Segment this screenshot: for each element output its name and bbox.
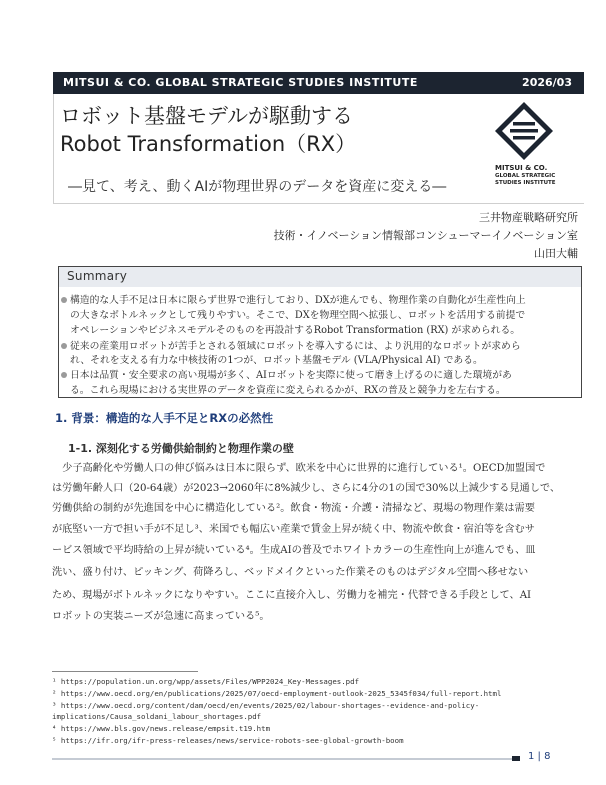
body-line: 少子高齢化や労働人口の伸び悩みは日本に限らず、欧米を中心に世界的に進行している¹。OECD加盟国で <box>52 463 546 474</box>
title-en: Robot Transformation <box>60 132 286 156</box>
body-line: ービス領域で平均時給の上昇が続いている⁴。生成AIの普及でホワイトカラーの生産性向上が進んでも、皿 <box>52 545 536 556</box>
title-rx: （RX） <box>285 132 357 156</box>
report-date: 2026/03 <box>522 76 572 89</box>
footnote-link[interactable]: ⁵ https://ifr.org/ifr-press-releases/news/service-robots-see-global-growth-boom <box>52 736 404 745</box>
footnote-link[interactable]: ³ https://www.oecd.org/content/dam/oecd/en/events/2025/02/labour-shortages--evidence-and-policy- <box>52 701 480 710</box>
summary-line: 構造的な人手不足は日本に限らず世界で進行しており、DXが進んでも、物理作業の自動化が生産性向上 <box>70 295 526 306</box>
summary-line: れ、それを支える有力な中核技術の1つが、ロボット基盤モデル (VLA/Physical AI) である。 <box>70 355 483 366</box>
body-line: ロボットの実装ニーズが急速に高まっている⁵。 <box>52 611 270 622</box>
logo-line1: GLOBAL STRATEGIC <box>495 173 556 179</box>
summary-bullet <box>61 372 67 378</box>
footnote-rule <box>52 671 198 672</box>
body-line: 洗い、盛り付け、ピッキング、荷降ろし、ベッドメイクといった作業そのものはデジタル空間へ移せない <box>52 567 529 578</box>
institute-name: MITSUI & CO. GLOBAL STRATEGIC STUDIES INSTITUTE <box>63 76 418 89</box>
footnote-link[interactable]: ¹ https://population.un.org/wpp/assets/Files/WPP2024_Key-Messages.pdf <box>52 677 360 686</box>
body-line: 労働供給の制約が先進国を中心に構造化している²。飲食・物流・介護・清掃など、現場の物理作業は需要 <box>52 503 535 514</box>
body-line: が底堅い一方で担い手が不足し³、米国でも幅広い産業で賃金上昇が続く中、物流や飲食・宿泊等を含むサ <box>52 524 535 535</box>
author-dept: 技術・イノベーション情報部コンシューマーイノベーション室 <box>273 229 578 242</box>
footnote-link[interactable]: ² https://www.oecd.org/en/publications/2025/07/oecd-employment-outlook-2025_5345f034/full-report.html <box>52 689 502 698</box>
summary-bullet <box>61 343 67 349</box>
summary-line: の大きなボトルネックとして残りやすい。そこで、DXを物理空間へ拡張し、ロボットを活用する前提で <box>70 310 526 321</box>
author-org: 三井物産戦略研究所 <box>479 211 578 224</box>
mitsui-logo-icon <box>493 100 555 162</box>
footnote-link-cont[interactable]: implications/Causa_soldani_labour_shortages.pdf <box>52 712 262 721</box>
report-header-bar <box>53 72 584 94</box>
logo-text <box>495 164 575 187</box>
summary-line: オペレーションやビジネスモデルそのものを再設計するRobot Transformation (RX) が求められる。 <box>70 325 521 336</box>
title-divider <box>53 203 584 204</box>
author-name: 山田大輔 <box>534 247 578 260</box>
page-subtitle: ―見て、考え、動くAIが物理世界のデータを資産に変える― <box>68 179 447 195</box>
summary-line: 日本は品質・安全要求の高い現場が多く、AIロボットを実際に使って磨き上げるのに適した環境があ <box>70 370 512 381</box>
summary-line: る。これら現場における実世界のデータを資産に変えられるかが、RXの普及と競争力を左右する。 <box>70 385 506 396</box>
body-line: ため、現場がボトルネックになりやすい。ここに直接介入し、労働力を補完・代替できる手段として、AI <box>52 590 532 601</box>
summary-heading-bar <box>58 266 582 288</box>
summary-heading: Summary <box>67 269 128 283</box>
page-title-line2 <box>60 128 356 158</box>
title-box-border <box>53 94 54 204</box>
logo-company-name: MITSUI & CO. <box>495 164 548 172</box>
page-number: 1 | 8 <box>528 751 551 762</box>
summary-bullet <box>61 297 67 303</box>
section-heading: 1. 背景：構造的な人手不足とRXの必然性 <box>55 411 274 425</box>
footer-mark <box>512 756 520 761</box>
footnote-link[interactable]: ⁴ https://www.bls.gov/news.release/empsit.t19.htm <box>52 724 271 733</box>
summary-line: 従来の産業用ロボットが苦手とされる領域にロボットを導入するには、より汎用的なロボットが求めら <box>70 341 521 352</box>
subsection-heading: 1-1. 深刻化する労働供給制約と物理作業の壁 <box>68 442 294 455</box>
footer-rule <box>52 758 518 760</box>
page-title-line1: ロボット基盤モデルが駆動する <box>60 104 353 128</box>
logo-line2: STUDIES INSTITUTE <box>495 180 556 186</box>
body-line: は労働年齢人口（20-64歳）が2023→2060年に8%減少し、さらに4分の1の国で30%以上減少する見通しで、 <box>52 483 561 494</box>
